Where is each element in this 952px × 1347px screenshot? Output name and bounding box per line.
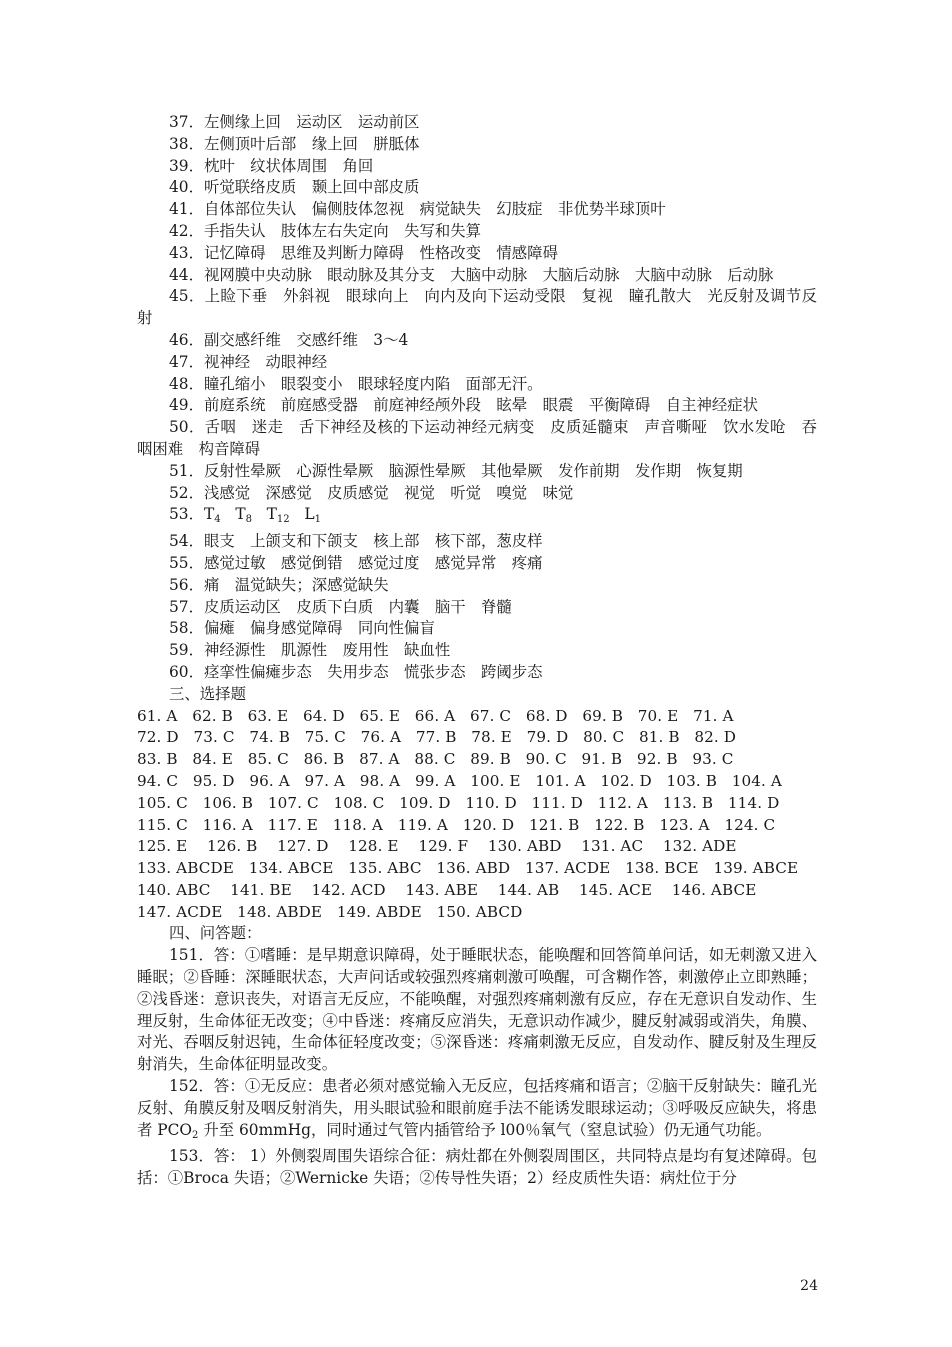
- fill-answer-item: 38．左侧顶叶后部 缘上回 胼胝体: [169, 134, 420, 153]
- fill-answer-item: 37．左侧缘上回 运动区 运动前区: [169, 113, 420, 131]
- fill-answer-item: 48．瞳孔缩小 眼裂变小 眼球轻度内陷 面部无汗。: [169, 374, 543, 393]
- vertebra-label: T: [203, 505, 215, 524]
- fill-answer-item: 39．枕叶 纹状体周围 角回: [169, 156, 374, 175]
- fill-answer-item: 54．眼支 上颌支和下颌支 核上部 核下部，葱皮样: [169, 532, 543, 551]
- vertebra-index: 8: [245, 514, 252, 526]
- fill-answer-item: 42．手指失认 肢体左右失定向 失写和失算: [169, 221, 482, 240]
- section-title-choice: 三、选择题: [169, 684, 246, 703]
- choice-answer-row: 61. A 62. B 63. E 64. D 65. E 66. A 67. C 68. D 69. B 70. E 71. A: [137, 706, 734, 725]
- answer-152-text-a: 152．答：①无反应：患者必须对感觉输入无反应，包括疼痛和语言；②脑干反射缺失：瞳孔光反射、角膜反射及咽反射消失，用头眼试验和眼前庭手法不能诱发眼球运动；③呼吸反应缺失，将患者 PCO: [137, 1077, 817, 1139]
- fill-answer-item: 44．视网膜中央动脉 眼动脉及其分支 大脑中动脉 大脑后动脉 大脑中动脉 后动脉: [169, 265, 774, 284]
- choice-answer-row: 105. C 106. B 107. C 108. C 109. D 110. D 111. D 112. A 113. B 114. D: [137, 793, 780, 812]
- choice-answer-row: 94. C 95. D 96. A 97. A 98. A 99. A 100. E 101. A 102. D 103. B 104. A: [137, 771, 782, 790]
- fill-answer-item: 56．痛 温觉缺失；深感觉缺失: [169, 575, 389, 594]
- vertebra-label: L: [304, 505, 315, 524]
- fill-answer-item: 47．视神经 动眼神经: [169, 352, 328, 371]
- fill-answer-item: 60．痉挛性偏瘫步态 失用步态 慌张步态 跨阈步态: [169, 662, 543, 681]
- fill-answer-item: 45．上睑下垂 外斜视 眼球向上 向内及向下运动受限 复视 瞳孔散大 光反射及调节反射: [137, 287, 817, 328]
- fill-answers-list: [137, 112, 817, 504]
- answer-53-number: 53．: [169, 505, 204, 524]
- choice-answer-row: 133. ABCDE 134. ABCE 135. ABC 136. ABD 137. ACDE 138. BCE 139. ABCE: [137, 859, 799, 878]
- vertebra-label: T: [266, 505, 277, 524]
- choice-answer-row: 147. ACDE 148. ABDE 149. ABDE 150. ABCD: [137, 902, 523, 921]
- answer-153: 153．答： 1）外侧裂周围失语综合征：病灶都在外侧裂周围区，共同特点是均有复述障碍。包括：①Broca 失语；②Wernicke 失语；②传导性失语；2）经皮质性失语：病灶位于分: [137, 1147, 817, 1188]
- fill-answer-item: 59．神经源性 肌源性 废用性 缺血性: [169, 641, 451, 660]
- vertebra-index: 1: [314, 514, 321, 526]
- fill-answer-item: 51．反射性晕厥 心源性晕厥 脑源性晕厥 其他晕厥 发作前期 发作期 恢复期: [169, 461, 743, 480]
- fill-answer-item: 49．前庭系统 前庭感受器 前庭神经颅外段 眩晕 眼震 平衡障碍 自主神经症状: [169, 396, 759, 415]
- vertebra-index: 4: [214, 514, 221, 526]
- page-number: 24: [800, 1278, 818, 1294]
- answer-152: [137, 1076, 817, 1146]
- fill-answer-item: 57．皮质运动区 皮质下白质 内囊 脑干 脊髓: [169, 597, 512, 616]
- choice-answer-row: 140. ABC 141. BE 142. ACD 143. ABE 144. AB 145. ACE 146. ABCE: [137, 880, 757, 899]
- section-title-qa: 四、问答题：: [169, 924, 262, 943]
- answer-152-text-b: 升至 60mmHg，同时通过气管内插管给予 l00％氧气（窒息试验）仍无通气功能。: [198, 1120, 772, 1139]
- fill-answer-item: 41．自体部位失认 偏侧肢体忽视 病觉缺失 幻肢症 非优势半球顶叶: [169, 200, 666, 219]
- answer-53: [137, 504, 817, 531]
- page-body: [137, 112, 817, 1190]
- fill-answer-item: 52．浅感觉 深感觉 皮质感觉 视觉 听觉 嗅觉 味觉: [169, 483, 574, 502]
- fill-answer-item: 55．感觉过敏 感觉倒错 感觉过度 感觉异常 疼痛: [169, 553, 543, 572]
- fill-answer-item: 43．记忆障碍 思维及判断力障碍 性格改变 情感障碍: [169, 243, 558, 262]
- choice-answer-row: 125. E 126. B 127. D 128. E 129. F 130. ABD 131. AC 132. ADE: [137, 837, 737, 856]
- answer-151: 151．答：①嗜睡：是早期意识障碍，处于睡眠状态，能唤醒和回答简单问话，如无刺激又进入睡眠；②昏睡：深睡眠状态，大声问话或较强烈疼痛刺激可唤醒，可含糊作答，刺激停止立即熟睡；②浅昏迷：意识丧失，对语言无反应，不能唤醒，对强烈疼痛刺激有反应，存在无意识自发动作、生理反射，生命体征无改变；④中昏迷：疼痛反应消失，无意识动作减少，腱反射减弱或消失，角膜、对光、吞咽反射迟钝，生命体征轻度改变；⑤深昏迷：疼痛刺激无反应，自发动作、腱反射及生理反射消失，生命体征明显改变。: [137, 946, 817, 1074]
- fill-answer-item: 58．偏瘫 偏身感觉障碍 同向性偏盲: [169, 619, 435, 638]
- fill-answer-item: 40．听觉联络皮质 颞上回中部皮质: [169, 178, 420, 197]
- fill-answer-item: 50．舌咽 迷走 舌下神经及核的下运动神经元病变 皮质延髓束 声音嘶哑 饮水发呛 吞咽困难 构音障碍: [137, 418, 817, 458]
- fill-answers-list-2: [137, 531, 817, 684]
- fill-answer-item: 46．副交感纤维 交感纤维 3～4: [169, 330, 409, 349]
- choice-answer-row: 83. B 84. E 85. C 86. B 87. A 88. C 89. B 90. C 91. B 92. B 93. C: [137, 750, 734, 769]
- choice-answer-row: 115. C 116. A 117. E 118. A 119. A 120. D 121. B 122. B 123. A 124. C: [137, 815, 776, 834]
- choice-answer-grid: [137, 706, 817, 924]
- pco2-subscript: 2: [192, 1129, 199, 1141]
- vertebra-index: 12: [276, 514, 290, 526]
- choice-answer-row: 72. D 73. C 74. B 75. C 76. A 77. B 78. E 79. D 80. C 81. B 82. D: [137, 728, 737, 747]
- vertebra-label: T: [235, 505, 246, 524]
